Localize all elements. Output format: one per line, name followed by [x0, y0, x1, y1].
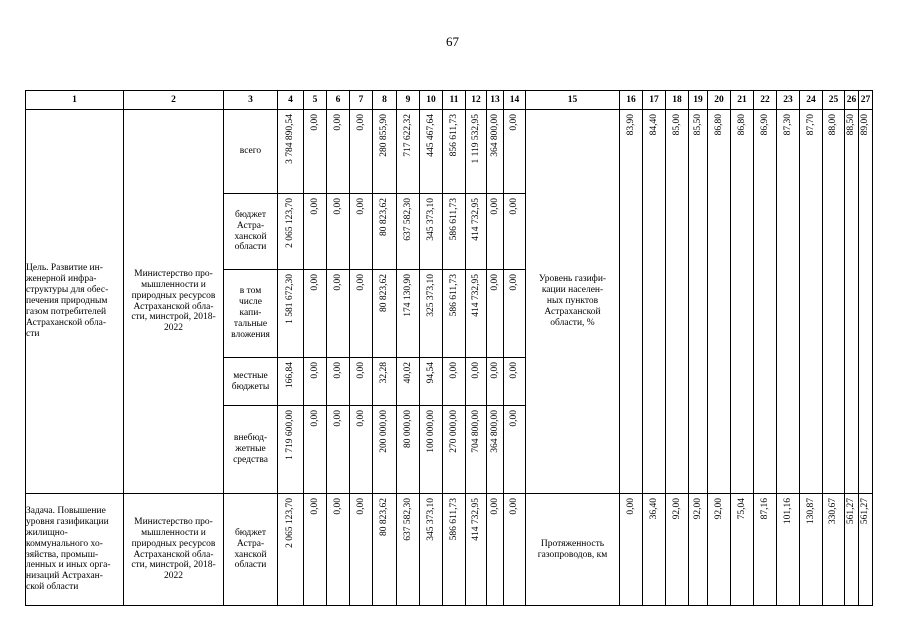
indicator-cell [754, 110, 777, 494]
header-cell: 16 [620, 91, 643, 110]
indicator-cell [666, 110, 689, 494]
header-cell: 17 [643, 91, 666, 110]
value-cell [350, 406, 373, 494]
value-text: 345 373,10 [425, 498, 436, 541]
value-text: 80 823,62 [379, 498, 390, 536]
header-cell: 12 [466, 91, 487, 110]
value-text: 280 855,90 [379, 114, 390, 157]
value-cell [487, 494, 504, 606]
value-cell [466, 406, 487, 494]
value-text: 0,00 [309, 198, 320, 215]
value-cell [278, 358, 304, 406]
value-cell [487, 270, 504, 358]
indicator-text: 89,00 [860, 114, 871, 136]
value-text: 0,00 [309, 362, 320, 379]
task-description: Задача. Повышение уровня газификации жилищно- коммунального хо- зяйства, промыш- ленных и иных орга- низаций Астрахан- ской области [26, 494, 124, 606]
indicator-cell [620, 494, 643, 606]
value-text: 414 732,95 [470, 274, 481, 317]
value-text: 345 373,10 [425, 198, 436, 241]
header-cell: 13 [487, 91, 504, 110]
header-cell: 10 [420, 91, 443, 110]
value-cell [373, 194, 397, 270]
indicator-cell [800, 110, 823, 494]
value-text: 80 000,00 [402, 410, 413, 448]
value-cell [397, 406, 420, 494]
indicator-text: 86,80 [713, 114, 724, 136]
value-text: 0,00 [355, 498, 366, 515]
funding-source-label: всего [224, 110, 278, 194]
indicator-text: 92,00 [713, 498, 724, 520]
indicator-text: 83,90 [625, 114, 636, 136]
header-cell: 7 [350, 91, 373, 110]
value-cell [327, 358, 350, 406]
value-cell [373, 270, 397, 358]
value-cell [420, 194, 443, 270]
header-cell: 15 [526, 91, 620, 110]
header-cell: 26 [845, 91, 859, 110]
value-text: 94,54 [425, 362, 436, 384]
value-cell [350, 110, 373, 194]
value-text: 0,00 [489, 198, 500, 215]
indicator-text: 88,00 [828, 114, 839, 136]
header-cell: 9 [397, 91, 420, 110]
value-text: 80 823,62 [379, 198, 390, 236]
value-cell [327, 494, 350, 606]
indicator-text: 101,16 [782, 498, 793, 525]
value-text: 856 611,73 [448, 114, 459, 157]
value-cell [304, 110, 327, 194]
task-indicator-name: Протяженность газопроводов, км [526, 494, 620, 606]
indicator-cell [666, 494, 689, 606]
value-text: 1 581 672,30 [285, 274, 296, 324]
indicator-cell [823, 494, 845, 606]
value-cell [278, 110, 304, 194]
header-cell: 22 [754, 91, 777, 110]
indicator-cell [777, 110, 800, 494]
value-cell [350, 358, 373, 406]
value-text: 637 582,30 [402, 498, 413, 541]
value-cell [373, 358, 397, 406]
value-text: 80 823,62 [379, 274, 390, 312]
value-cell [397, 110, 420, 194]
value-text: 0,00 [489, 362, 500, 379]
indicator-cell [845, 494, 859, 606]
value-text: 0,00 [509, 362, 520, 379]
value-text: 0,00 [332, 498, 343, 515]
value-text: 364 800,00 [489, 410, 500, 453]
value-cell [420, 270, 443, 358]
indicator-text: 88,50 [846, 114, 857, 136]
header-cell: 1 [26, 91, 124, 110]
value-cell [397, 494, 420, 606]
header-cell: 18 [666, 91, 689, 110]
value-cell [420, 110, 443, 194]
header-cell: 4 [278, 91, 304, 110]
indicator-cell [689, 494, 708, 606]
value-text: 0,00 [309, 114, 320, 131]
indicator-text: 92,00 [671, 498, 682, 520]
value-text: 0,00 [332, 362, 343, 379]
indicator-cell [859, 110, 873, 494]
value-cell [466, 358, 487, 406]
value-text: 270 000,00 [448, 410, 459, 453]
indicator-cell [859, 494, 873, 606]
value-text: 174 130,90 [402, 274, 413, 317]
indicator-text: 561,27 [860, 498, 871, 525]
value-cell [278, 406, 304, 494]
goal-row-total [26, 110, 873, 194]
value-text: 40,02 [402, 362, 413, 384]
header-cell: 24 [800, 91, 823, 110]
value-text: 0,00 [355, 114, 366, 131]
value-text: 0,00 [309, 498, 320, 515]
value-cell [278, 494, 304, 606]
value-text: 0,00 [509, 410, 520, 427]
indicator-text: 92,00 [692, 498, 703, 520]
value-cell [373, 494, 397, 606]
value-text: 0,00 [509, 498, 520, 515]
indicator-text: 85,50 [692, 114, 703, 136]
value-cell [443, 270, 466, 358]
value-cell [420, 494, 443, 606]
indicator-cell [708, 494, 731, 606]
funding-source-label: бюджет Астра- ханской области [224, 494, 278, 606]
value-text: 0,00 [509, 274, 520, 291]
value-text: 717 622,32 [402, 114, 413, 157]
goal-executor: Министерство про- мышленности и природных ресурсов Астраханской обла- сти, минстрой, 2018- 2022 [124, 110, 224, 494]
value-cell [443, 494, 466, 606]
goal-description: Цель. Развитие ин- женерной инфра- структуры для обес- печения природным газом потребителей Астраханской обла- сти [26, 110, 124, 494]
value-text: 0,00 [332, 410, 343, 427]
header-cell: 21 [731, 91, 754, 110]
value-text: 166,84 [285, 362, 296, 389]
value-cell [504, 494, 526, 606]
header-cell: 8 [373, 91, 397, 110]
value-cell [397, 358, 420, 406]
value-cell [504, 194, 526, 270]
value-text: 0,00 [309, 410, 320, 427]
value-cell [397, 194, 420, 270]
value-cell [327, 194, 350, 270]
header-cell: 6 [327, 91, 350, 110]
value-cell [373, 406, 397, 494]
value-text: 0,00 [355, 362, 366, 379]
indicator-cell [731, 494, 754, 606]
value-text: 0,00 [489, 274, 500, 291]
value-cell [304, 406, 327, 494]
indicator-cell [620, 110, 643, 494]
value-cell [504, 110, 526, 194]
value-text: 0,00 [355, 410, 366, 427]
value-text: 100 000,00 [425, 410, 436, 453]
value-cell [443, 358, 466, 406]
value-cell [304, 494, 327, 606]
value-text: 0,00 [470, 362, 481, 379]
value-text: 2 065 123,70 [285, 198, 296, 248]
header-cell: 3 [224, 91, 278, 110]
value-cell [420, 406, 443, 494]
value-cell [504, 406, 526, 494]
value-text: 200 000,00 [379, 410, 390, 453]
value-text: 0,00 [355, 274, 366, 291]
value-cell [327, 270, 350, 358]
funding-source-label: в том числе капи- тальные вложения [224, 270, 278, 358]
value-text: 414 732,95 [470, 498, 481, 541]
value-text: 586 611,73 [448, 498, 459, 541]
value-text: 0,00 [332, 198, 343, 215]
value-text: 0,00 [332, 274, 343, 291]
value-cell [466, 270, 487, 358]
indicator-cell [777, 494, 800, 606]
indicator-text: 87,16 [759, 498, 770, 520]
value-cell [373, 110, 397, 194]
indicator-text: 0,00 [625, 498, 636, 515]
program-table [25, 90, 873, 606]
value-cell [397, 270, 420, 358]
indicator-text: 84,40 [648, 114, 659, 136]
indicator-cell [689, 110, 708, 494]
value-cell [420, 358, 443, 406]
header-cell: 14 [504, 91, 526, 110]
value-cell [350, 494, 373, 606]
value-cell [504, 270, 526, 358]
indicator-text: 85,00 [671, 114, 682, 136]
indicator-cell [731, 110, 754, 494]
value-cell [443, 406, 466, 494]
value-text: 586 611,73 [448, 274, 459, 317]
indicator-text: 330,67 [828, 498, 839, 525]
header-cell: 20 [708, 91, 731, 110]
value-text: 637 582,30 [402, 198, 413, 241]
value-cell [443, 110, 466, 194]
value-cell [304, 270, 327, 358]
header-row [26, 91, 873, 110]
header-cell: 25 [823, 91, 845, 110]
header-cell: 5 [304, 91, 327, 110]
value-text: 0,00 [355, 198, 366, 215]
value-cell [466, 110, 487, 194]
value-cell [327, 406, 350, 494]
header-cell: 23 [777, 91, 800, 110]
task-row [26, 494, 873, 606]
value-text: 32,28 [379, 362, 390, 384]
header-cell: 27 [859, 91, 873, 110]
value-text: 325 373,10 [425, 274, 436, 317]
funding-source-label: местные бюджеты [224, 358, 278, 406]
value-text: 3 784 890,54 [285, 114, 296, 164]
value-text: 2 065 123,70 [285, 498, 296, 548]
value-text: 586 611,73 [448, 198, 459, 241]
indicator-cell [800, 494, 823, 606]
value-cell [278, 194, 304, 270]
value-text: 445 467,64 [425, 114, 436, 157]
value-cell [278, 270, 304, 358]
header-cell: 19 [689, 91, 708, 110]
goal-indicator-name: Уровень газифи- кации населен- ных пунктов Астраханской области, % [526, 110, 620, 494]
indicator-cell [643, 494, 666, 606]
indicator-text: 86,90 [759, 114, 770, 136]
indicator-text: 87,70 [805, 114, 816, 136]
funding-source-label: внебюд- жетные средства [224, 406, 278, 494]
value-text: 414 732,95 [470, 198, 481, 241]
value-text: 0,00 [489, 498, 500, 515]
value-text: 704 800,00 [470, 410, 481, 453]
value-text: 0,00 [509, 114, 520, 131]
value-cell [350, 194, 373, 270]
value-cell [487, 110, 504, 194]
header-cell: 11 [443, 91, 466, 110]
value-cell [350, 270, 373, 358]
value-text: 0,00 [509, 198, 520, 215]
value-cell [304, 358, 327, 406]
value-cell [466, 194, 487, 270]
indicator-text: 36,40 [648, 498, 659, 520]
header-cell: 2 [124, 91, 224, 110]
indicator-cell [708, 110, 731, 494]
value-cell [466, 494, 487, 606]
value-cell [327, 110, 350, 194]
value-cell [443, 194, 466, 270]
value-cell [504, 358, 526, 406]
indicator-text: 87,30 [782, 114, 793, 136]
value-cell [304, 194, 327, 270]
value-cell [487, 194, 504, 270]
value-text: 0,00 [448, 362, 459, 379]
indicator-text: 75,04 [736, 498, 747, 520]
indicator-cell [643, 110, 666, 494]
value-text: 0,00 [332, 114, 343, 131]
indicator-text: 561,27 [846, 498, 857, 525]
page-number: 67 [446, 34, 459, 49]
indicator-text: 130,87 [805, 498, 816, 525]
indicator-cell [845, 110, 859, 494]
funding-source-label: бюджет Астра- ханской области [224, 194, 278, 270]
value-text: 0,00 [309, 274, 320, 291]
indicator-cell [823, 110, 845, 494]
value-text: 1 119 532,95 [470, 114, 481, 164]
value-text: 1 719 600,00 [285, 410, 296, 460]
value-text: 364 800,00 [489, 114, 500, 157]
value-cell [487, 358, 504, 406]
indicator-cell [754, 494, 777, 606]
value-cell [487, 406, 504, 494]
task-executor: Министерство про- мышленности и природных ресурсов Астраханской обла- сти, минстрой, 2018- 2022 [124, 494, 224, 606]
indicator-text: 86,80 [736, 114, 747, 136]
